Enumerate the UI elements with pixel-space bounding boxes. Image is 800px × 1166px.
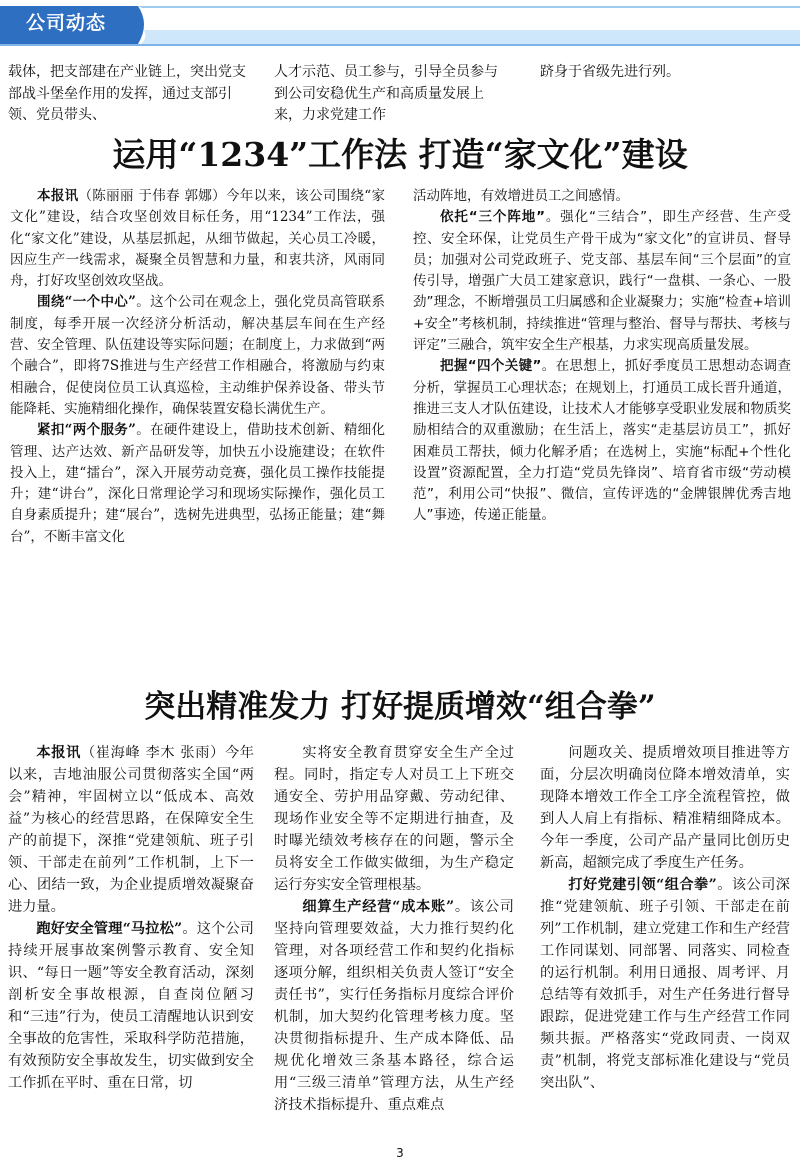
paragraph-text: 问题攻关、提质增效项目推进等方面，分层次明确岗位降本增效清单，实现降本增效工作全工序全流程管控，做到人人肩上有指标、精准精细降成本。今年一季度，公司产品产量同比创历史新高，超额完成了季度生产任务。 [540, 745, 790, 871]
page-number: 3 [396, 1146, 404, 1160]
top-snippet-col2 [274, 62, 510, 127]
paragraph-lead: 打好党建引领“组合拳” [568, 877, 717, 893]
paragraph-text: 。在硬件建设上，借助技术创新、精细化管理、达产达效、新产品研发等，加快五小设施建设；在软件投入上，建“擂台”，深入开展劳动竞赛，强化员工操作技能提升；建“讲台”，深化日常理论学习和现场实际操作，强化员工自身素质提升；建“展台”，选树先进典型，弘扬正能量；建“舞台”，不断丰富文化 [10, 422, 386, 545]
article1-left-column [10, 186, 385, 548]
article2-column-3 [540, 742, 790, 1094]
paragraph-lead: 紧扣“两个服务” [37, 422, 136, 439]
article1-right-column [413, 186, 791, 527]
paragraph [540, 742, 790, 874]
top-snippet-text: 跻身于省级先进行列。 [540, 64, 680, 80]
paragraph [413, 207, 791, 356]
banner-band [141, 30, 800, 44]
top-snippet-text: 载体，把支部建在产业链上，突出党支部战斗堡垒作用的发挥，通过支部引领、党员带头、 [8, 64, 246, 123]
top-snippet-text: 人才示范、员工参与，引导全员参与到公司安稳优生产和高质量发展上来，力求党建工作 [274, 64, 498, 123]
paragraph [274, 896, 514, 1116]
paragraph-text: 。这个公司在观念上，强化党员高管联系制度，每季开展一次经济分析活动，解决基层车间在生产经营、安全管理、队伍建设等实际问题；在制度上，力求做到“两个融合”，即将7S推进与生产经营工作相融合，将激励与约束相融合，促使岗位员工认真巡检，主动维护保养设备、带头节能降耗、实施精细化操作，确保装置安稳长满优生产。 [10, 294, 386, 417]
paragraph-lead: 细算生产经营“成本账” [302, 899, 455, 915]
paragraph-text: 。该公司深推“党建领航、班子引领、干部走在前列”工作机制，建立党建工作和生产经营工作同谋划、同部署、同落实、同检查的运行机制。利用日通报、周考评、月总结等有效抓手，对生产任务进行督导跟踪，促进党建工作与生产经营工作同频共振。严格落实“党政同责、一岗双责”机制，将党支部标准化建设与“党员突出队”、 [540, 877, 790, 1091]
banner-graphic [0, 0, 800, 48]
paragraph-text: 。在思想上，抓好季度员工思想动态调查分析，掌握员工心理状态；在规划上，打通员工成长晋升通道，推进三支人才队伍建设，让技术人才能够享受职业发展和物质奖励相结合的双重激励；在生活上，落实“走基层访员工”，抓好困难员工帮扶，倾力化解矛盾；在选树上，实施“标配+个性化设置”资源配置，全力打造“党员先锋岗”、培育省市级“劳动模范”，利用公司“快报”、微信，宣传评选的“金牌银牌优秀吉地人”事迹，传递正能量。 [413, 358, 792, 524]
article2-headline: 突出精准发力 打好提质增效“组合拳” [144, 689, 656, 725]
paragraph-text: 实将安全教育贯穿安全生产全过程。同时，指定专人对员工上下班交通安全、劳护用品穿戴、劳动纪律、现场作业安全等不定期进行抽查，及时曝光绩效考核存在的问题，警示全员将安全工作做实做细，为生产稳定运行夯实安全管理根基。 [274, 745, 514, 893]
section-label: 公司动态 [25, 12, 106, 34]
paragraph [413, 356, 791, 526]
paragraph [10, 186, 385, 292]
article2-column-1 [8, 742, 254, 1094]
paragraph-lead: 把握“四个关键” [440, 358, 542, 375]
paragraph [8, 918, 254, 1094]
top-snippet-col1 [8, 62, 258, 127]
top-snippet-col3 [540, 62, 790, 84]
paragraph [540, 874, 790, 1094]
paragraph [413, 186, 791, 207]
article1-headline: 运用“1234”工作法 打造“家文化”建设 [112, 135, 688, 174]
paragraph-lead: 依托“三个阵地” [440, 209, 545, 226]
paragraph-lead: 本报讯 [36, 745, 81, 761]
paragraph-lead: 围绕“一个中心” [37, 294, 136, 311]
paragraph-lead: 本报讯 [37, 188, 79, 204]
paragraph-text: （崔海峰 李木 张雨）今年以来，吉地油服公司贯彻落实全国“两会”精神，牢固树立以“低成本、高效益”为核心的经营思路，在保障安全生产的前提下，深推“党建领航、班子引领、干部走在前列”工作机制，上下一心、团结一致，为企业提质增效凝聚奋进力量。 [8, 745, 254, 915]
paragraph-text: 。该公司坚持向管理要效益，大力推行契约化管理，对各项经营工作和契约化指标逐项分解，组织相关负责人签订“安全责任书”，实行任务指标月度综合评价机制，加大契约化管理考核力度。坚决贯彻指标提升、生产成本降低、品规优化增效三条基本路径，综合运用“三级三清单”管理方法，从生产经济技术指标提升、重点难点 [274, 899, 514, 1113]
paragraph [10, 420, 385, 548]
banner-rule [138, 6, 800, 8]
paragraph [10, 292, 385, 420]
banner-bottom-line [0, 44, 800, 46]
paragraph-lead: 跑好安全管理“马拉松” [36, 921, 183, 937]
paragraph [8, 742, 254, 918]
paragraph [274, 742, 514, 896]
paragraph-text: （陈丽丽 于伟春 郭娜）今年以来，该公司围绕“家文化”建设，结合攻坚创效目标任务，用“1234”工作法，强化“家文化”建设，从基层抓起，从细节做起，关心员工冷暖，因应生产一线需求，凝聚全员智慧和力量，和衷共济，风雨同舟，打好攻坚创效攻坚战。 [10, 188, 386, 290]
article2-column-2 [274, 742, 514, 1116]
paragraph-text: 。强化“三结合”，即生产经营、生产受控、安全环保，让党员生产骨干成为“家文化”的宣讲员、督导员；加强对公司党政班子、党支部、基层车间“三个层面”的宣传引导，增强广大员工建家意识，践行“一盘棋、一条心、一股劲”理念，不断增强员工归属感和企业凝聚力；实施“检查+培训+安全”考核机制，持续推进“管理与整治、督导与帮扶、考核与评定”三融合，筑牢安全生产根基，力求实现高质量发展。 [413, 209, 791, 354]
paragraph-text: 。这个公司持续开展事故案例警示教育、安全知识、“每日一题”等安全教育活动，深刻剖析安全事故根源，自查岗位陋习和“三违”行为，使员工清醒地认识到安全事故的危害性，采取科学防范措施，有效预防安全事故发生，切实做到安全工作抓在平时、重在日常，切 [8, 921, 254, 1091]
section-banner [0, 0, 800, 48]
paragraph-text: 活动阵地，有效增进员工之间感情。 [413, 188, 629, 204]
